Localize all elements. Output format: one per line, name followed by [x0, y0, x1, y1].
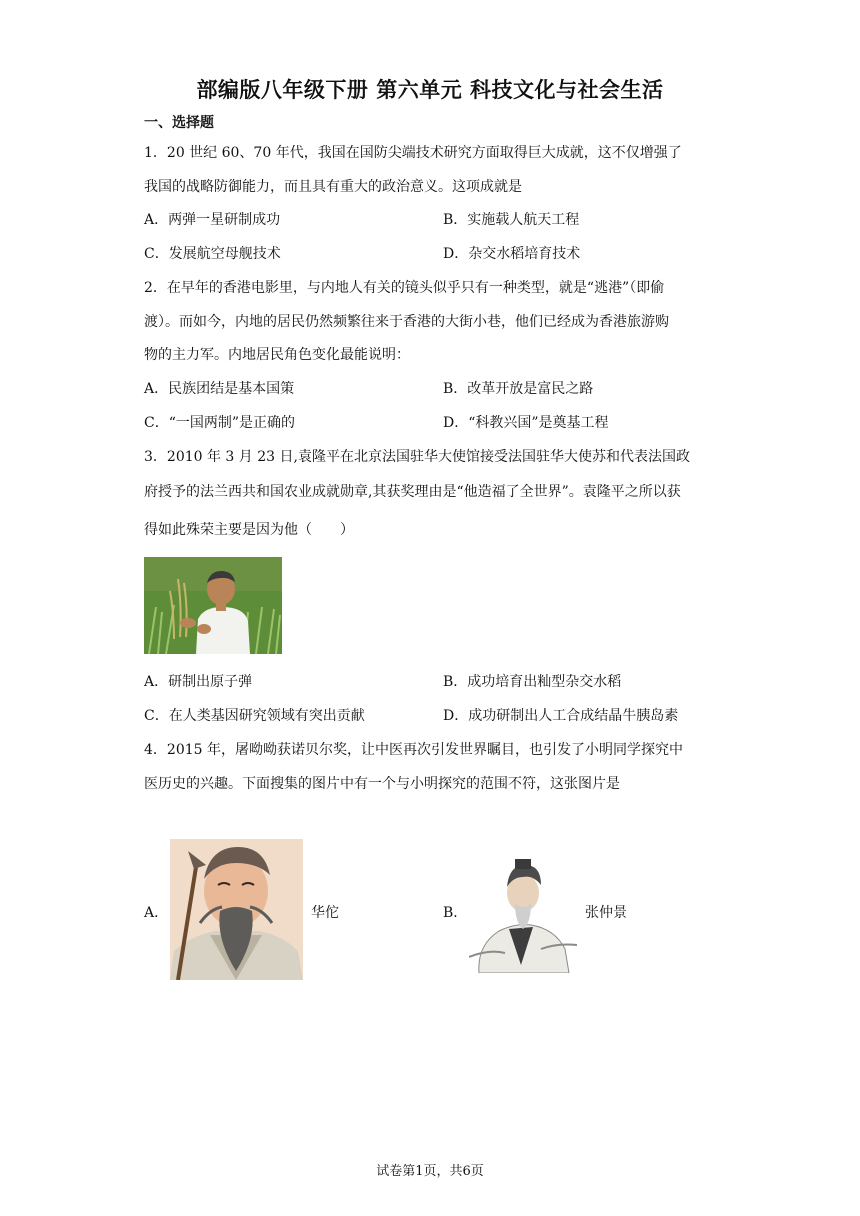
q4-option-b-letter[interactable]: B． — [443, 905, 468, 921]
q4-option-b-caption: 张仲景 — [585, 905, 627, 921]
q3-option-d[interactable]: D．成功研制出人工合成结晶牛胰岛素 — [443, 708, 679, 724]
q1-option-c[interactable]: C．发展航空母舰技术 — [144, 246, 281, 262]
section-heading: 一、选择题 — [144, 115, 214, 131]
q1-option-b[interactable]: B．实施载人航天工程 — [443, 212, 580, 228]
q2-option-b[interactable]: B．改革开放是富民之路 — [443, 381, 594, 397]
question-3-line-3: 得如此殊荣主要是因为他（ ） — [144, 522, 354, 538]
q4-option-a-caption: 华佗 — [311, 905, 339, 921]
q2-option-a[interactable]: A．民族团结是基本国策 — [144, 381, 295, 397]
q2-option-d[interactable]: D．“科教兴国”是奠基工程 — [443, 415, 609, 431]
question-2-line-2: 渡）。而如今，内地的居民仍然频繁往来于香港的大街小巷，他们已经成为香港旅游购 — [144, 314, 669, 330]
question-2-line-3: 物的主力军。内地居民角色变化最能说明： — [144, 347, 410, 363]
q3-option-a[interactable]: A．研制出原子弹 — [144, 674, 253, 690]
q2-option-c[interactable]: C．“一国两制”是正确的 — [144, 415, 296, 431]
question-2-line-1: 2．在早年的香港电影里，与内地人有关的镜头似乎只有一种类型，就是“逃港”（即偷 — [144, 280, 665, 296]
q3-option-c[interactable]: C．在人类基因研究领域有突出贡献 — [144, 708, 365, 724]
page-footer: 试卷第1页，共6页 — [376, 1164, 484, 1179]
q4-option-a-letter[interactable]: A． — [144, 905, 169, 921]
zhang-zhongjing-portrait — [469, 853, 577, 973]
question-1-line-2: 我国的战略防御能力，而且具有重大的政治意义。这项成就是 — [144, 179, 522, 195]
question-4-line-1: 4．2015 年，屠呦呦获诺贝尔奖，让中医再次引发世界瞩目，也引发了小明同学探究中 — [144, 742, 683, 758]
hua-tuo-portrait — [170, 839, 303, 980]
question-3-line-1: 3．2010 年 3 月 23 日,袁隆平在北京法国驻华大使馆接受法国驻华大使苏和代表法国政 — [144, 449, 690, 465]
q1-option-a[interactable]: A．两弹一星研制成功 — [144, 212, 281, 228]
q1-option-d[interactable]: D．杂交水稻培育技术 — [443, 246, 581, 262]
q3-option-b[interactable]: B．成功培育出籼型杂交水稻 — [443, 674, 622, 690]
question-3-line-2: 府授予的法兰西共和国农业成就勋章,其获奖理由是“他造福了全世界”。袁隆平之所以获 — [144, 484, 681, 500]
question-4-line-2: 医历史的兴趣。下面搜集的图片中有一个与小明探究的范围不符，这张图片是 — [144, 776, 620, 792]
question-1-line-1: 1．20 世纪 60、70 年代，我国在国防尖端技术研究方面取得巨大成就，这不仅增强了 — [144, 145, 682, 161]
rice-field-photo — [144, 557, 282, 654]
page-title: 部编版八年级下册 第六单元 科技文化与社会生活 — [196, 78, 664, 102]
